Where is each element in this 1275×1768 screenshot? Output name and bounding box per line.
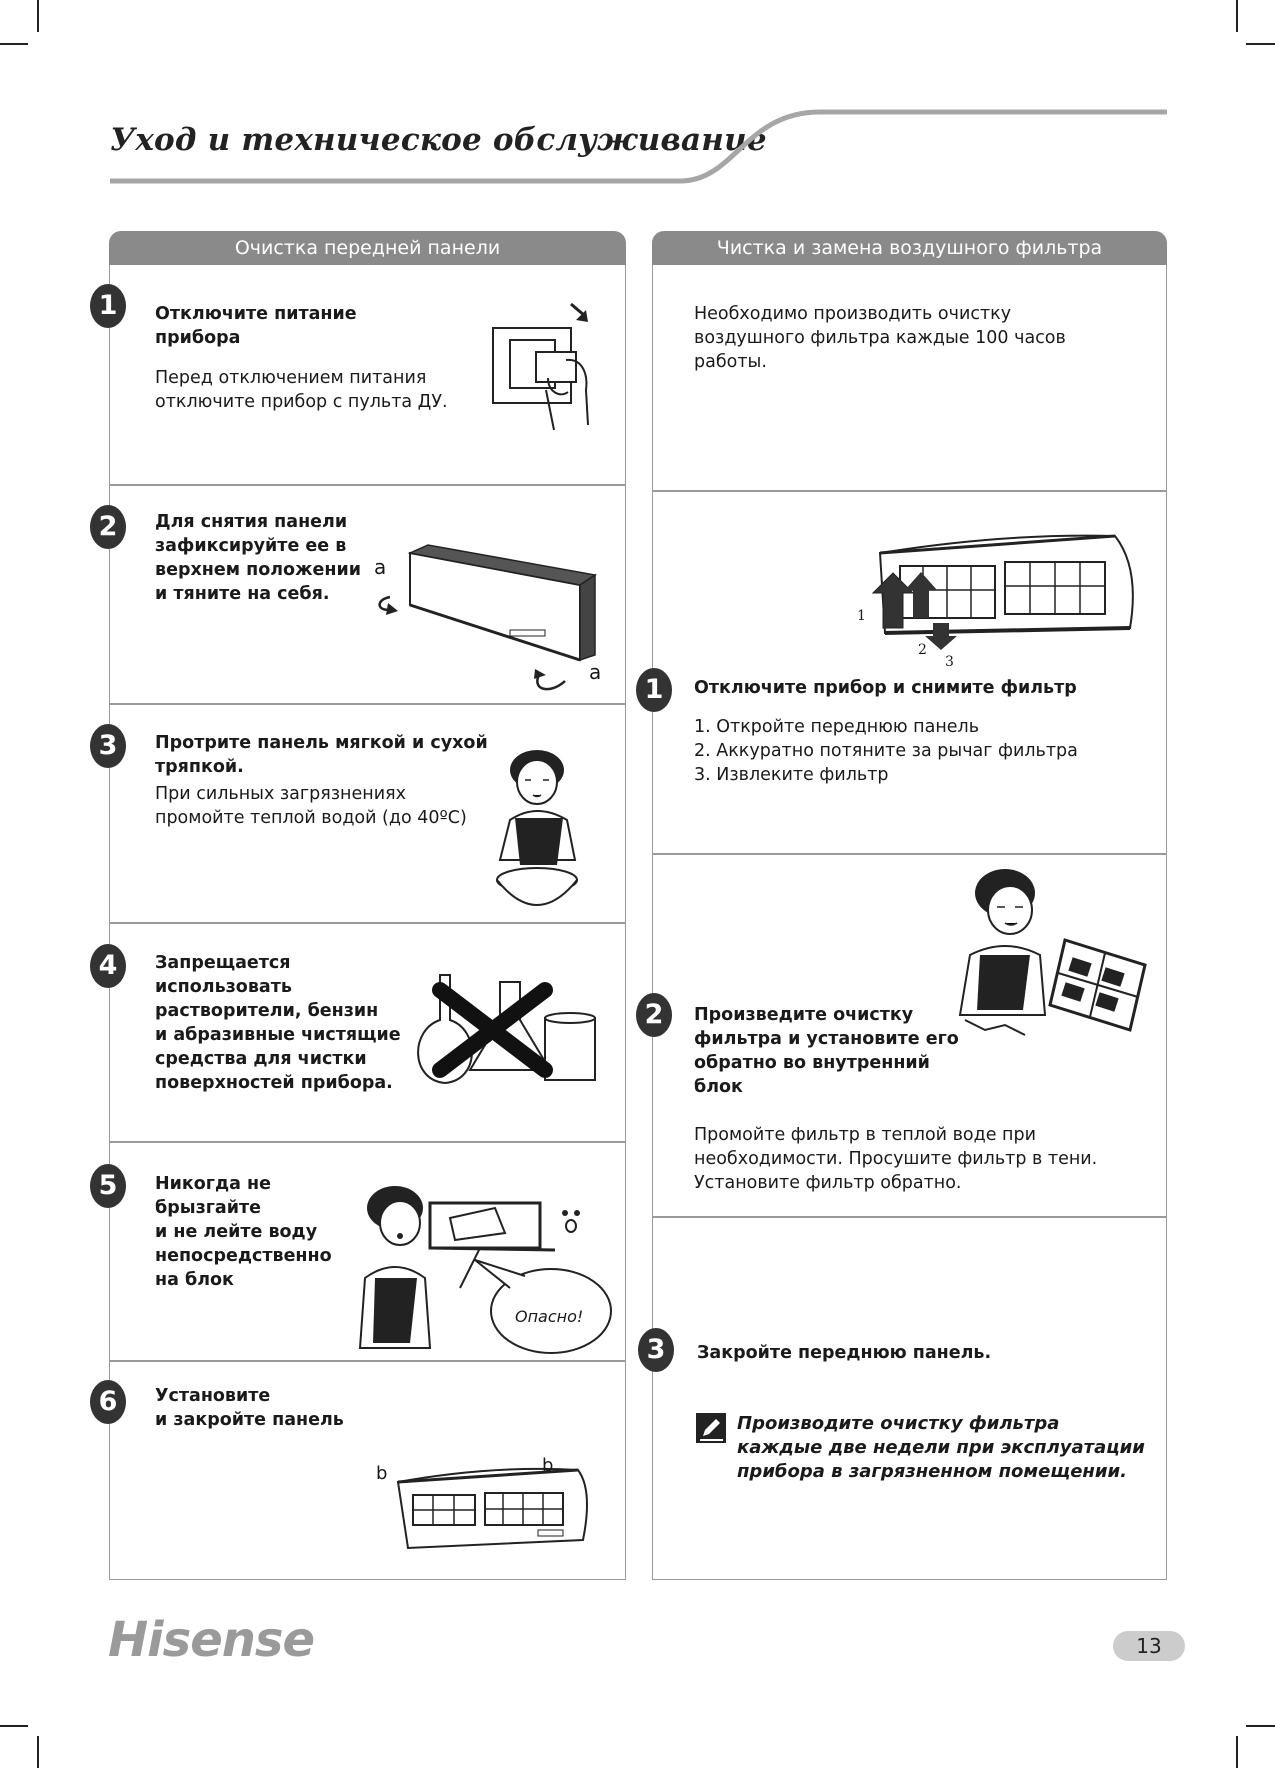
step4-heading-line5: средства для чистки <box>155 1049 367 1069</box>
ac-unit-close-illustration <box>393 1460 593 1555</box>
right-step2-heading-line1: Произведите очистку <box>694 1005 914 1025</box>
intro-line1: Необходимо производить очистку <box>694 304 1012 324</box>
step-badge-1: 1 <box>90 284 126 328</box>
right-step1-list-3: 3. Извлеките фильтр <box>694 765 889 785</box>
figure-label-1: 1 <box>857 608 866 624</box>
title-swoosh <box>0 0 1275 200</box>
step2-label-a-bottom: a <box>589 660 602 684</box>
hisense-logo: Hisense <box>108 1612 315 1668</box>
step1-text-line2: отключите прибор с пульта ДУ. <box>155 392 448 412</box>
danger-bubble-text: Опасно! <box>515 1307 584 1326</box>
step2-label-a-top: a <box>374 555 387 579</box>
note-line1: Производите очистку фильтра <box>737 1413 1060 1434</box>
figure-label-2: 2 <box>918 642 927 658</box>
step-badge-4: 4 <box>90 944 126 988</box>
step6-label-b-right: b <box>542 1455 554 1476</box>
right-step-badge-3: 3 <box>638 1328 674 1372</box>
step4-heading-line4: и абразивные чистящие <box>155 1025 401 1045</box>
step5-heading-line4: непосредственно <box>155 1246 332 1266</box>
step4-heading-line6: поверхностей прибора. <box>155 1073 393 1093</box>
note-line3: прибора в загрязненном помещении. <box>737 1461 1127 1482</box>
right-step-badge-1: 1 <box>636 668 672 712</box>
step-badge-5: 5 <box>90 1164 126 1208</box>
step4-heading-line3: растворители, бензин <box>155 1001 379 1021</box>
step1-heading-line1: Отключите питание <box>155 304 357 324</box>
right-step2-heading-line4: блок <box>694 1077 743 1097</box>
step3-heading-line1: Протрите панель мягкой и сухой <box>155 733 488 753</box>
step6-label-b-left: b <box>376 1463 388 1484</box>
pencil-note-icon <box>696 1413 726 1443</box>
step3-heading-line2: тряпкой. <box>155 757 244 777</box>
step3-text-line2: промойте теплой водой (до 40ºC) <box>155 808 467 828</box>
step5-heading-line5: на блок <box>155 1270 234 1290</box>
step5-heading-line3: и не лейте воду <box>155 1222 318 1242</box>
step-badge-2: 2 <box>90 505 126 549</box>
step4-heading-line2: использовать <box>155 977 292 997</box>
filter-removal-illustration <box>855 528 1155 658</box>
step3-text-line1: При сильных загрязнениях <box>155 784 406 804</box>
right-step2-text-line3: Установите фильтр обратно. <box>694 1173 962 1193</box>
page-title: Уход и техническое обслуживание <box>110 122 767 158</box>
step6-heading-line1: Установите <box>155 1386 271 1406</box>
intro-line3: работы. <box>694 352 767 372</box>
step5-heading-line1: Никогда не <box>155 1174 271 1194</box>
right-step1-list-1: 1. Откройте переднюю панель <box>694 717 980 737</box>
right-step2-heading-line2: фильтра и установите его <box>694 1029 959 1049</box>
step1-text-line1: Перед отключением питания <box>155 368 427 388</box>
right-step2-text-line1: Промойте фильтр в теплой воде при <box>694 1125 1036 1145</box>
prohibited-solvents-illustration <box>410 970 610 1095</box>
person-washing-illustration <box>495 740 595 915</box>
step4-heading-line1: Запрещается <box>155 953 291 973</box>
step-badge-3: 3 <box>90 724 126 768</box>
step6-heading-line2: и закройте панель <box>155 1410 344 1430</box>
step2-heading-line4: и тяните на себя. <box>155 584 330 604</box>
right-step2-text-line2: необходимости. Просушите фильтр в тени. <box>694 1149 1098 1169</box>
note-line2: каждые две недели при эксплуатации <box>737 1437 1145 1458</box>
right-step-badge-2: 2 <box>636 993 672 1037</box>
power-plug-illustration <box>488 300 618 430</box>
step2-heading-line3: верхнем положении <box>155 560 361 580</box>
right-column-header: Чистка и замена воздушного фильтра <box>652 231 1167 265</box>
left-column-header: Очистка передней панели <box>109 231 626 265</box>
figure-label-3: 3 <box>945 654 954 670</box>
intro-line2: воздушного фильтра каждые 100 часов <box>694 328 1066 348</box>
water-danger-illustration <box>355 1178 615 1363</box>
person-filter-illustration <box>955 865 1155 1040</box>
ac-unit-panel-illustration <box>370 545 620 695</box>
step5-heading-line2: брызгайте <box>155 1198 261 1218</box>
right-step1-heading: Отключите прибор и снимите фильтр <box>694 678 1077 698</box>
step2-heading-line2: зафиксируйте ее в <box>155 536 347 556</box>
right-step3-heading: Закройте переднюю панель. <box>697 1343 992 1363</box>
step1-heading-line2: прибора <box>155 328 241 348</box>
right-step1-list-2: 2. Аккуратно потяните за рычаг фильтра <box>694 741 1078 761</box>
step-badge-6: 6 <box>90 1380 126 1424</box>
step2-heading-line1: Для снятия панели <box>155 512 348 532</box>
right-step2-heading-line3: обратно во внутренний <box>694 1053 930 1073</box>
page-number: 13 <box>1113 1631 1185 1661</box>
